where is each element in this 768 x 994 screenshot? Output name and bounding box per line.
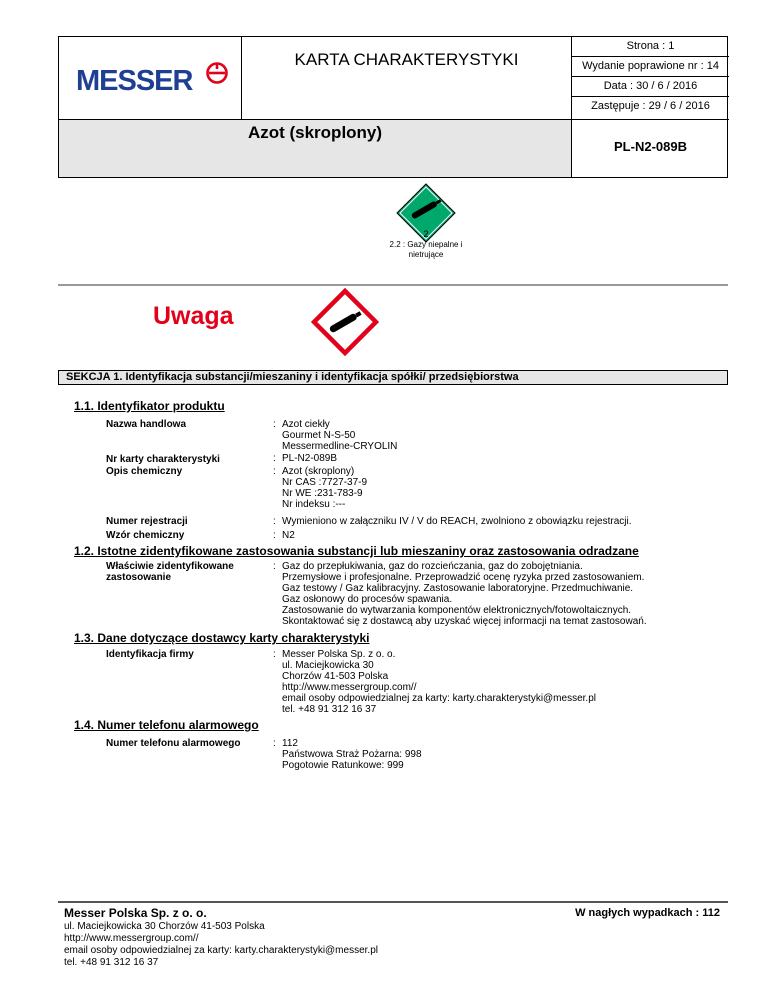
value-line: Nr CAS :7727-37-9	[282, 477, 368, 488]
subsection-1-4-title: 1.4. Numer telefonu alarmowego	[74, 718, 259, 732]
logo-cell	[59, 37, 242, 119]
chemical-formula-label: Wzór chemiczny	[106, 530, 185, 541]
value-line: Chorzów 41-503 Polska	[282, 671, 389, 682]
footer-divider	[58, 901, 728, 903]
pictogram-class-number: 2	[423, 229, 429, 239]
subsection-1-3-title: 1.3. Dane dotyczące dostawcy karty charakterystyki	[74, 631, 370, 645]
sds-number-value: PL-N2-089B	[282, 453, 338, 464]
sds-number-label: Nr karty charakterystyki	[106, 454, 220, 465]
colon: :	[273, 419, 276, 430]
registration-number-label: Numer rejestracji	[106, 516, 188, 527]
messer-logo	[76, 61, 236, 97]
product-code-cell	[572, 120, 729, 177]
colon: :	[273, 453, 276, 464]
page-number: Strona : 1	[572, 37, 729, 57]
subsection-1-2-title: 1.2. Istotne zidentyfikowane zastosowania substancji lub mieszaniny oraz zastosowania odradzane	[74, 544, 639, 558]
value-line: Gourmet N-S-50	[282, 430, 356, 441]
product-name-cell	[59, 120, 572, 177]
label-line: zastosowanie	[106, 572, 172, 583]
company-identification-label: Identyfikacja firmy	[106, 649, 194, 660]
value-line: Pogotowie Ratunkowe: 999	[282, 760, 404, 771]
value-line: Gaz do przepłukiwania, gaz do rozcieńczania, gaz do zobojętniania.	[282, 561, 583, 572]
registration-number-value: Wymieniono w załączniku IV / V do REACH, zwolniono z obowiązku rejestracji.	[282, 516, 632, 527]
trade-name-value	[282, 419, 397, 452]
colon: :	[273, 466, 276, 477]
subsection-1-1-title: 1.1. Identyfikator produktu	[74, 399, 225, 413]
pictogram-caption-line1: 2.2 : Gazy niepalne i	[389, 240, 463, 249]
company-identification-value	[282, 649, 596, 715]
value-line: Przemysłowe i profesjonalne. Przeprowadzić ocenę ryzyka przed zastosowaniem.	[282, 572, 645, 583]
colon: :	[273, 530, 276, 541]
chemical-description-label: Opis chemiczny	[106, 466, 183, 477]
footer-line: tel. +48 91 312 16 37	[64, 957, 159, 968]
value-line: Gaz testowy / Gaz kalibracyjny. Zastosowanie laboratoryjne. Przedmuchiwanie.	[282, 583, 634, 594]
emergency-phone-value	[282, 738, 422, 771]
revision-number: Wydanie poprawione nr : 14	[572, 57, 729, 77]
value-line: Nr indeksu :---	[282, 499, 346, 510]
product-code: PL-N2-089B	[614, 139, 687, 154]
trade-name-label: Nazwa handlowa	[106, 419, 187, 430]
value-line: Zastosowanie do wytwarzania komponentów elektronicznych/fotowoltaicznych.	[282, 605, 632, 616]
section-1-title: SEKCJA 1. Identyfikacja substancji/mieszaniny i identyfikacja spółki/ przedsiębiorstwa	[66, 371, 519, 383]
identified-use-value	[282, 561, 647, 627]
chemical-formula-value: N2	[282, 530, 295, 541]
value-line: Nr WE :231-783-9	[282, 488, 363, 499]
divider-line	[58, 284, 728, 286]
signal-word: Uwaga	[153, 302, 234, 330]
pictogram-caption-line2: nietrujące	[408, 250, 444, 259]
section-1-header	[58, 370, 728, 385]
ghs-gas-cylinder-icon	[311, 288, 379, 356]
messer-logo-icon	[205, 61, 229, 85]
value-line: ul. Maciejkowicka 30	[282, 660, 374, 671]
footer-line: email osoby odpowiedzialnej za karty: karty.charakterystyki@messer.pl	[64, 945, 378, 956]
revision-date: Data : 30 / 6 / 2016	[572, 77, 729, 97]
value-line: Azot (skroplony)	[282, 466, 355, 477]
colon: :	[273, 649, 276, 660]
footer-address	[64, 921, 378, 969]
emergency-phone-label: Numer telefonu alarmowego	[106, 738, 241, 749]
colon: :	[273, 738, 276, 749]
document-header	[58, 36, 728, 178]
colon: :	[273, 561, 276, 572]
value-line: tel. +48 91 312 16 37	[282, 704, 377, 715]
label-line: Właściwie zidentyfikowane	[106, 561, 234, 572]
revision-info	[572, 37, 729, 119]
value-line: email osoby odpowiedzialnej za karty: karty.charakterystyki@messer.pl	[282, 693, 596, 704]
footer-emergency: W nagłych wypadkach : 112	[575, 907, 720, 919]
identified-use-label	[106, 561, 234, 583]
value-line: http://www.messergroup.com//	[282, 682, 417, 693]
footer-line: ul. Maciejkowicka 30 Chorzów 41-503 Polska	[64, 921, 265, 932]
footer-line: http://www.messergroup.com//	[64, 933, 199, 944]
document-title: KARTA CHARAKTERYSTYKI	[294, 50, 519, 69]
title-cell	[242, 37, 572, 119]
product-name: Azot (skroplony)	[247, 123, 383, 142]
value-line: Gaz osłonowy do procesów spawania.	[282, 594, 453, 605]
value-line: Messermedline-CRYOLIN	[282, 441, 398, 452]
colon: :	[273, 516, 276, 527]
value-line: Państwowa Straż Pożarna: 998	[282, 749, 422, 760]
value-line: Skontaktować się z dostawcą aby uzyskać więcej informacji na temat zastosowań.	[282, 616, 647, 627]
logo-text: MESSER	[76, 65, 193, 97]
chemical-description-value	[282, 466, 367, 510]
value-line: Messer Polska Sp. z o. o.	[282, 649, 396, 660]
supersedes-date: Zastępuje : 29 / 6 / 2016	[591, 100, 710, 112]
footer-company-name: Messer Polska Sp. z o. o.	[64, 906, 207, 920]
value-line: 112	[282, 738, 298, 749]
value-line: Azot ciekły	[282, 419, 330, 430]
